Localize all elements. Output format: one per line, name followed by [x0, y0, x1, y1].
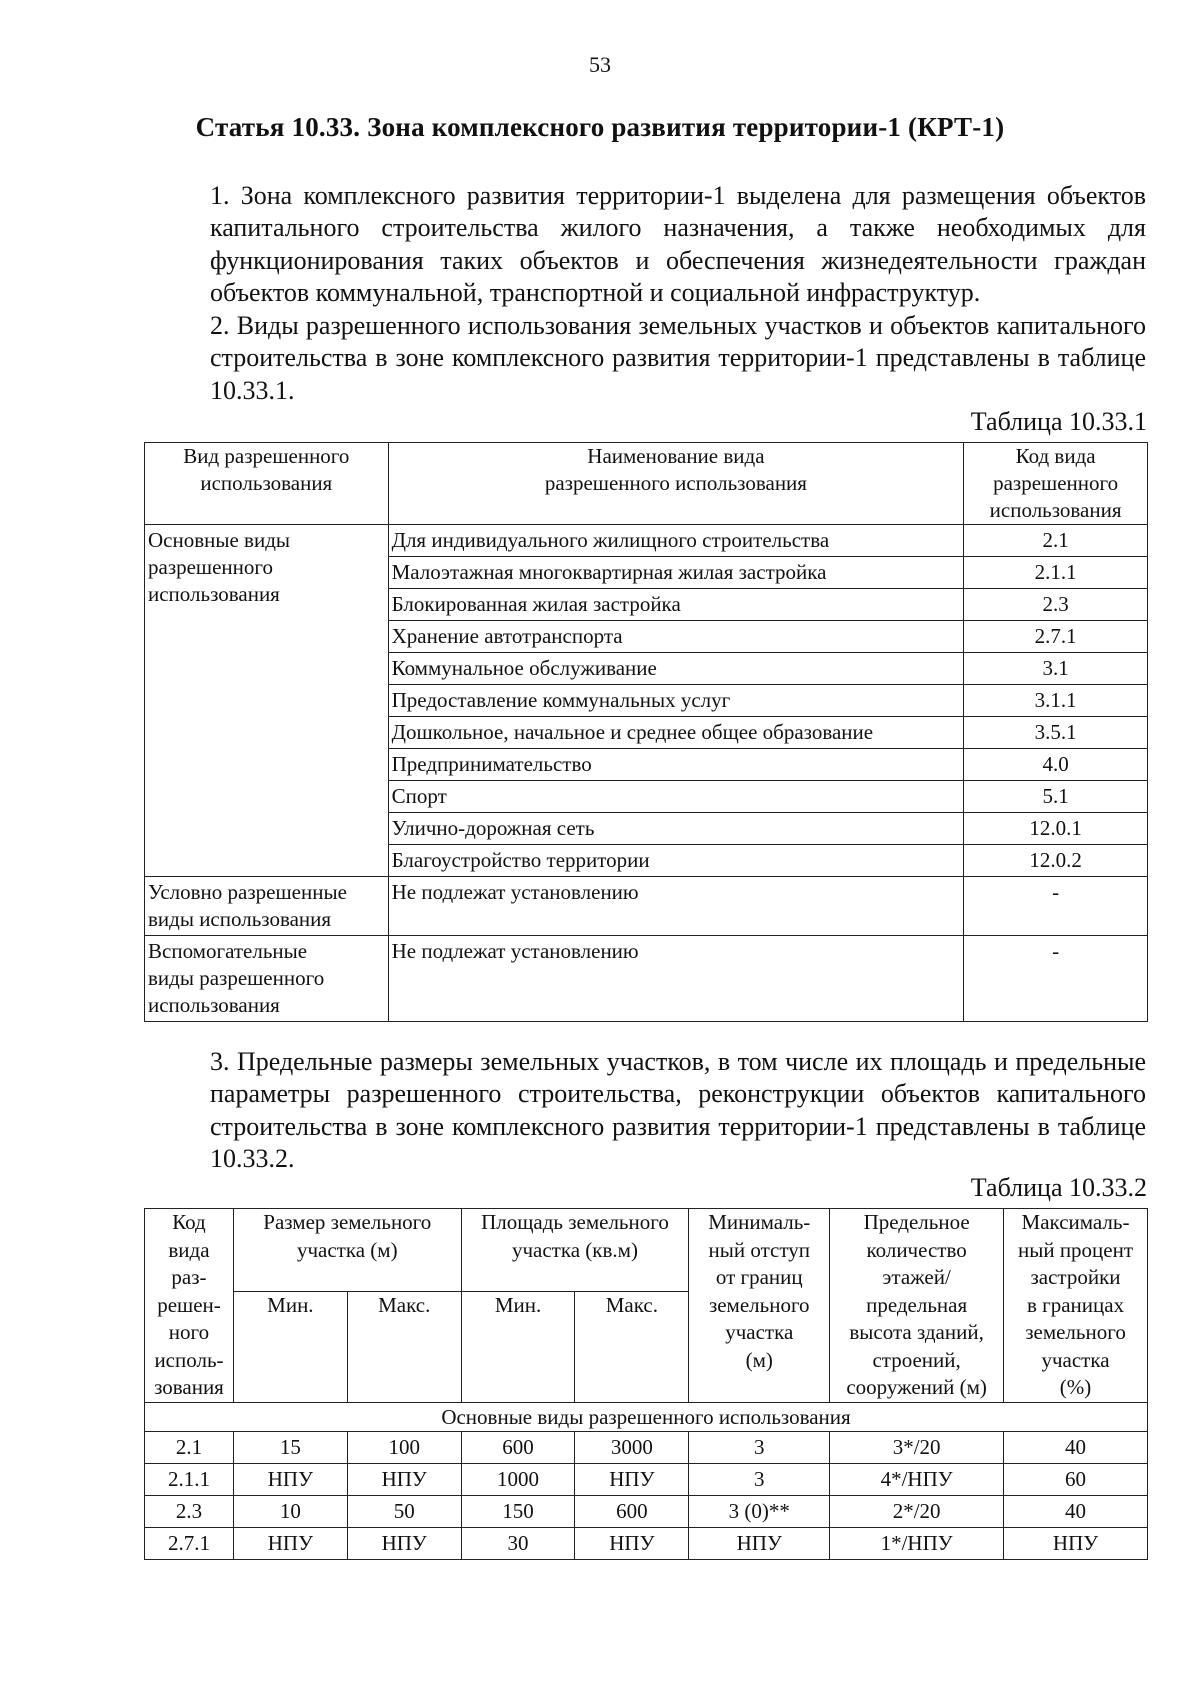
- use-name: Благоустройство территории: [388, 845, 964, 877]
- header-line: (м): [745, 1347, 773, 1372]
- cell-setback: НПУ: [689, 1527, 830, 1559]
- use-name: Блокированная жилая застройка: [388, 589, 964, 621]
- header-line: участка: [725, 1320, 794, 1344]
- use-code: -: [964, 936, 1148, 1022]
- header-kind: [145, 443, 389, 525]
- use-code: 2.1.1: [964, 557, 1148, 589]
- use-code: 3.1.1: [964, 685, 1148, 717]
- table-row: [145, 525, 1148, 557]
- cell-area-min: 30: [461, 1527, 575, 1559]
- permitted-use-table: [144, 442, 1148, 1022]
- group-label-line: использования: [148, 993, 280, 1017]
- cell-area-max: 3000: [575, 1431, 689, 1463]
- header-line: предельная: [866, 1292, 968, 1317]
- cell-size-max: НПУ: [347, 1463, 461, 1495]
- cell-code: 2.7.1: [145, 1527, 234, 1559]
- header-line: участка (кв.м): [511, 1237, 638, 1262]
- cell-size-max: 50: [347, 1495, 461, 1527]
- cell-percent: НПУ: [1004, 1527, 1148, 1559]
- cell-floors: 1*/НПУ: [830, 1527, 1004, 1559]
- header-line: высота зданий,: [849, 1320, 984, 1344]
- header-line: ный отступ: [708, 1237, 810, 1262]
- header-line: раз-: [171, 1265, 207, 1289]
- use-name: Для индивидуального жилищного строительства: [388, 525, 964, 557]
- cell-setback: 3: [689, 1463, 830, 1495]
- cell-setback: 3: [689, 1431, 830, 1463]
- paragraph-2-text: 2. Виды разрешенного использования земельных участков и объектов капитального строительства в зоне комплексного развития территории-1 представлены в таблице 10.33.1.: [210, 311, 1146, 405]
- use-name: Предпринимательство: [388, 749, 964, 781]
- cell-code: 2.1: [145, 1431, 234, 1463]
- cell-area-min: 600: [461, 1431, 575, 1463]
- cell-size-min: 10: [233, 1495, 347, 1527]
- header-line: этажей/: [882, 1265, 951, 1289]
- header-line: сооружений (м): [846, 1375, 987, 1399]
- use-code: 5.1: [964, 781, 1148, 813]
- table-row: [145, 1463, 1148, 1495]
- use-name: Спорт: [388, 781, 964, 813]
- table-row: [145, 1527, 1148, 1559]
- header-text: использования: [989, 498, 1122, 522]
- paragraph-1: [146, 180, 1146, 310]
- header-line: застройки: [1030, 1265, 1121, 1289]
- header-line: количество: [866, 1237, 967, 1262]
- use-code: 12.0.2: [964, 845, 1148, 877]
- use-code: 2.3: [964, 589, 1148, 621]
- header-line: Максималь-: [1021, 1210, 1130, 1234]
- cell-floors: 4*/НПУ: [830, 1463, 1004, 1495]
- cell-area-min: 150: [461, 1495, 575, 1527]
- header-code: [964, 443, 1148, 525]
- cell-area-max: НПУ: [575, 1527, 689, 1559]
- header-text: использования: [200, 471, 333, 495]
- header-line: вида: [168, 1237, 210, 1262]
- header-size: [233, 1209, 461, 1292]
- paragraph-3: [146, 1046, 1146, 1176]
- header-line: участка (м): [296, 1237, 398, 1262]
- group-label-line: Основные виды: [148, 528, 291, 552]
- table1-caption: Таблица 10.33.1: [970, 407, 1147, 436]
- header-line: Площадь земельного: [481, 1210, 669, 1234]
- group-label-line: использования: [148, 582, 280, 606]
- header-line: исполь-: [154, 1347, 224, 1372]
- group-conditional-label: [145, 877, 389, 936]
- table-row: [145, 936, 1148, 1022]
- cell-code: 2.1.1: [145, 1463, 234, 1495]
- header-line: зования: [154, 1375, 224, 1399]
- table-row: [145, 877, 1148, 936]
- cell-size-max: 100: [347, 1431, 461, 1463]
- use-name: Улично-дорожная сеть: [388, 813, 964, 845]
- group-label-line: разрешенного: [148, 555, 273, 579]
- cell-area-max: НПУ: [575, 1463, 689, 1495]
- table2-caption: Таблица 10.33.2: [970, 1173, 1147, 1202]
- cell-size-min: НПУ: [233, 1463, 347, 1495]
- header-size-max: Макс.: [347, 1292, 461, 1403]
- header-line: (%): [1059, 1375, 1092, 1399]
- cell-percent: 40: [1004, 1495, 1148, 1527]
- header-text: разрешенного использования: [544, 471, 807, 495]
- use-code: 3.5.1: [964, 717, 1148, 749]
- header-percent: [1004, 1209, 1148, 1403]
- parameters-table: [144, 1208, 1148, 1560]
- cell-floors: 3*/20: [830, 1431, 1004, 1463]
- header-setback: [689, 1209, 830, 1403]
- use-name: Коммунальное обслуживание: [388, 653, 964, 685]
- header-line: ного: [168, 1320, 210, 1344]
- header-line: строений,: [872, 1347, 961, 1372]
- header-line: решен-: [157, 1292, 221, 1317]
- table-header-row: [145, 443, 1148, 525]
- header-line: от границ: [715, 1265, 803, 1289]
- table-row: [145, 1431, 1148, 1463]
- cell-size-min: НПУ: [233, 1527, 347, 1559]
- table-row: [145, 1495, 1148, 1527]
- cell-code: 2.3: [145, 1495, 234, 1527]
- use-name: Не подлежат установлению: [388, 877, 964, 936]
- article-title: Статья 10.33. Зона комплексного развития территории-1 (КРТ-1): [195, 112, 1005, 142]
- header-area-max: Макс.: [575, 1292, 689, 1403]
- use-code: 3.1: [964, 653, 1148, 685]
- header-line: ный процент: [1017, 1237, 1134, 1262]
- header-line: земельного: [1025, 1320, 1126, 1344]
- cell-size-min: 15: [233, 1431, 347, 1463]
- header-area-min: Мин.: [461, 1292, 575, 1403]
- header-area: [461, 1209, 689, 1292]
- use-name: Не подлежат установлению: [388, 936, 964, 1022]
- group-auxiliary-label: [145, 936, 389, 1022]
- header-text: Наименование вида: [587, 444, 765, 468]
- group-main-label: [145, 525, 389, 877]
- cell-setback: 3 (0)**: [689, 1495, 830, 1527]
- header-text: Код вида: [1015, 444, 1096, 468]
- header-line: в границах: [1026, 1292, 1125, 1317]
- group-label-line: виды использования: [148, 907, 332, 931]
- group-label-line: виды разрешенного: [148, 966, 325, 990]
- cell-floors: 2*/20: [830, 1495, 1004, 1527]
- header-code: [145, 1209, 234, 1403]
- group-label-line: Условно разрешенные: [148, 880, 347, 904]
- use-name: Хранение автотранспорта: [388, 621, 964, 653]
- header-line: Минималь-: [708, 1210, 811, 1234]
- header-line: участка: [1041, 1347, 1110, 1372]
- group-label-line: Вспомогательные: [148, 939, 308, 963]
- header-line: Код: [172, 1210, 206, 1234]
- header-line: земельного: [708, 1292, 810, 1317]
- header-line: Размер земельного: [263, 1210, 432, 1234]
- section-row: [145, 1402, 1148, 1431]
- header-text: разрешенного: [993, 471, 1119, 495]
- table-header-row: [145, 1209, 1148, 1292]
- use-code: 2.1: [964, 525, 1148, 557]
- header-line: Предельное: [863, 1210, 970, 1234]
- use-code: -: [964, 877, 1148, 936]
- paragraph-2: [146, 310, 1146, 407]
- use-code: 2.7.1: [964, 621, 1148, 653]
- use-name: Дошкольное, начальное и среднее общее образование: [388, 717, 964, 749]
- cell-area-min: 1000: [461, 1463, 575, 1495]
- paragraph-3-text: 3. Предельные размеры земельных участков, в том числе их площадь и предельные параметры разрешенного строительства, реконструкции объектов капитального строительства в зоне комплексного развития территории-1 представлены в таблице 10.33.2.: [210, 1047, 1146, 1174]
- header-text: Вид разрешенного: [183, 444, 350, 468]
- use-name: Малоэтажная многоквартирная жилая застройка: [388, 557, 964, 589]
- cell-percent: 40: [1004, 1431, 1148, 1463]
- section-title: Основные виды разрешенного использования: [145, 1402, 1148, 1431]
- cell-percent: 60: [1004, 1463, 1148, 1495]
- paragraph-1-text: 1. Зона комплексного развития территории-1 выделена для размещения объектов капитального строительства жилого назначения, а также необходимых для функционирования таких объектов и обеспечения жизнедеятельности граждан объектов коммунальной, транспортной и социальной инфраструктур.: [210, 181, 1146, 308]
- use-code: 4.0: [964, 749, 1148, 781]
- cell-size-max: НПУ: [347, 1527, 461, 1559]
- header-size-min: Мин.: [233, 1292, 347, 1403]
- header-floors: [830, 1209, 1004, 1403]
- header-name: [388, 443, 964, 525]
- page-number: 53: [589, 52, 611, 77]
- cell-area-max: 600: [575, 1495, 689, 1527]
- use-name: Предоставление коммунальных услуг: [388, 685, 964, 717]
- use-code: 12.0.1: [964, 813, 1148, 845]
